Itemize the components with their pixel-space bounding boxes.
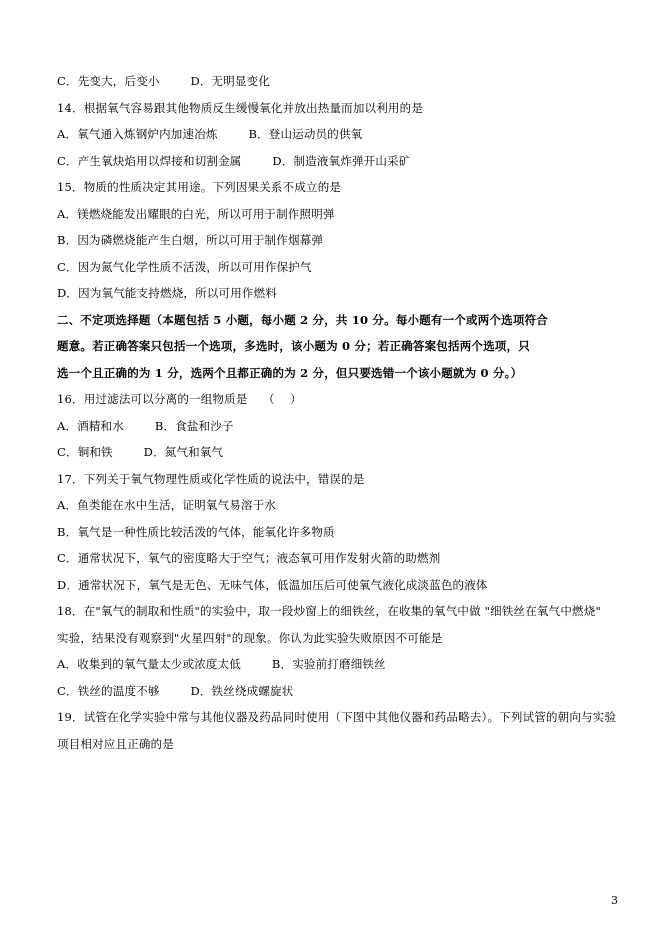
document-line: 项目相对应且正确的是 bbox=[57, 736, 174, 751]
document-line: C．铜和铁 D．氮气和氧气 bbox=[57, 445, 224, 459]
document-line: 19．试管在化学实验中常与其他仪器及药品同时使用（下图中其他仪器和药品略去）。下列试管的朝向与实验 bbox=[57, 710, 617, 724]
document-line: 17．下列关于氧气物理性质或化学性质的说法中，错误的是 bbox=[57, 471, 365, 486]
document-line: 二、不定项选择题（本题包括 5 小题，每小题 2 分，共 10 分。每小题有一个或两个选项符合 bbox=[57, 312, 548, 327]
document-line: D．通常状况下，氧气是无色、无味气体，低温加压后可使氧气液化成淡蓝色的液体 bbox=[57, 577, 488, 592]
page-number: 3 bbox=[611, 894, 618, 907]
document-line: 题意。若正确答案只包括一个选项，多选时，该小题为 0 分；若正确答案包括两个选项，只 bbox=[57, 339, 530, 353]
document-line: 实验，结果没有观察到"火星四射"的现象。你认为此实验失败原因不可能是 bbox=[57, 630, 443, 645]
document-line: A．收集到的氧气量太少或浓度太低 B．实验前打磨细铁丝 bbox=[57, 657, 386, 671]
document-line: C．先变大，后变小 D．无明显变化 bbox=[57, 74, 271, 88]
document-line: A．酒精和水 B．食盐和沙子 bbox=[57, 418, 234, 433]
document-line: A．氧气通入炼钢炉内加速冶炼 B．登山运动员的供氧 bbox=[57, 127, 363, 141]
document-body bbox=[57, 68, 617, 757]
document-line: C．铁丝的温度不够 D．铁丝绕成螺旋状 bbox=[57, 683, 294, 698]
document-line: C．产生氧炔焰用以焊接和切割金属 D．制造液氧炸弹开山采矿 bbox=[57, 153, 411, 168]
document-line: A．鱼类能在水中生活，证明氧气易溶于水 bbox=[57, 498, 277, 512]
document-line: B．氧气是一种性质比较活泼的气体，能氧化许多物质 bbox=[57, 524, 335, 539]
document-line: 14．根据氧气容易跟其他物质反生缓慢氧化并放出热量而加以利用的是 bbox=[57, 100, 424, 115]
document-line: D．因为氧气能支持燃烧，所以可用作燃料 bbox=[57, 286, 278, 300]
document-line: B．因为磷燃烧能产生白烟，所以可用于制作烟幕弹 bbox=[57, 233, 324, 247]
document-line: C．因为氮气化学性质不活泼，所以可用作保护气 bbox=[57, 259, 312, 274]
document-line: A．镁燃烧能发出耀眼的白光，所以可用于制作照明弹 bbox=[57, 206, 335, 221]
document-line: 15．物质的性质决定其用途。下列因果关系不成立的是 bbox=[57, 180, 342, 194]
document-line: 18．在"氧气的制取和性质"的实验中，取一段炒窗上的细铁丝，在收集的氧气中做 "细铁丝在氧气中燃烧" bbox=[57, 604, 601, 618]
document-line: 选一个且正确的为 1 分，选两个且都正确的为 2 分，但只要选错一个该小题就为 0 分。） bbox=[57, 365, 523, 380]
document-line: 16．用过滤法可以分离的一组物质是 （ ） bbox=[57, 392, 302, 406]
document-line: C．通常状况下，氧气的密度略大于空气；液态氧可用作发射火箭的助燃剂 bbox=[57, 551, 441, 565]
